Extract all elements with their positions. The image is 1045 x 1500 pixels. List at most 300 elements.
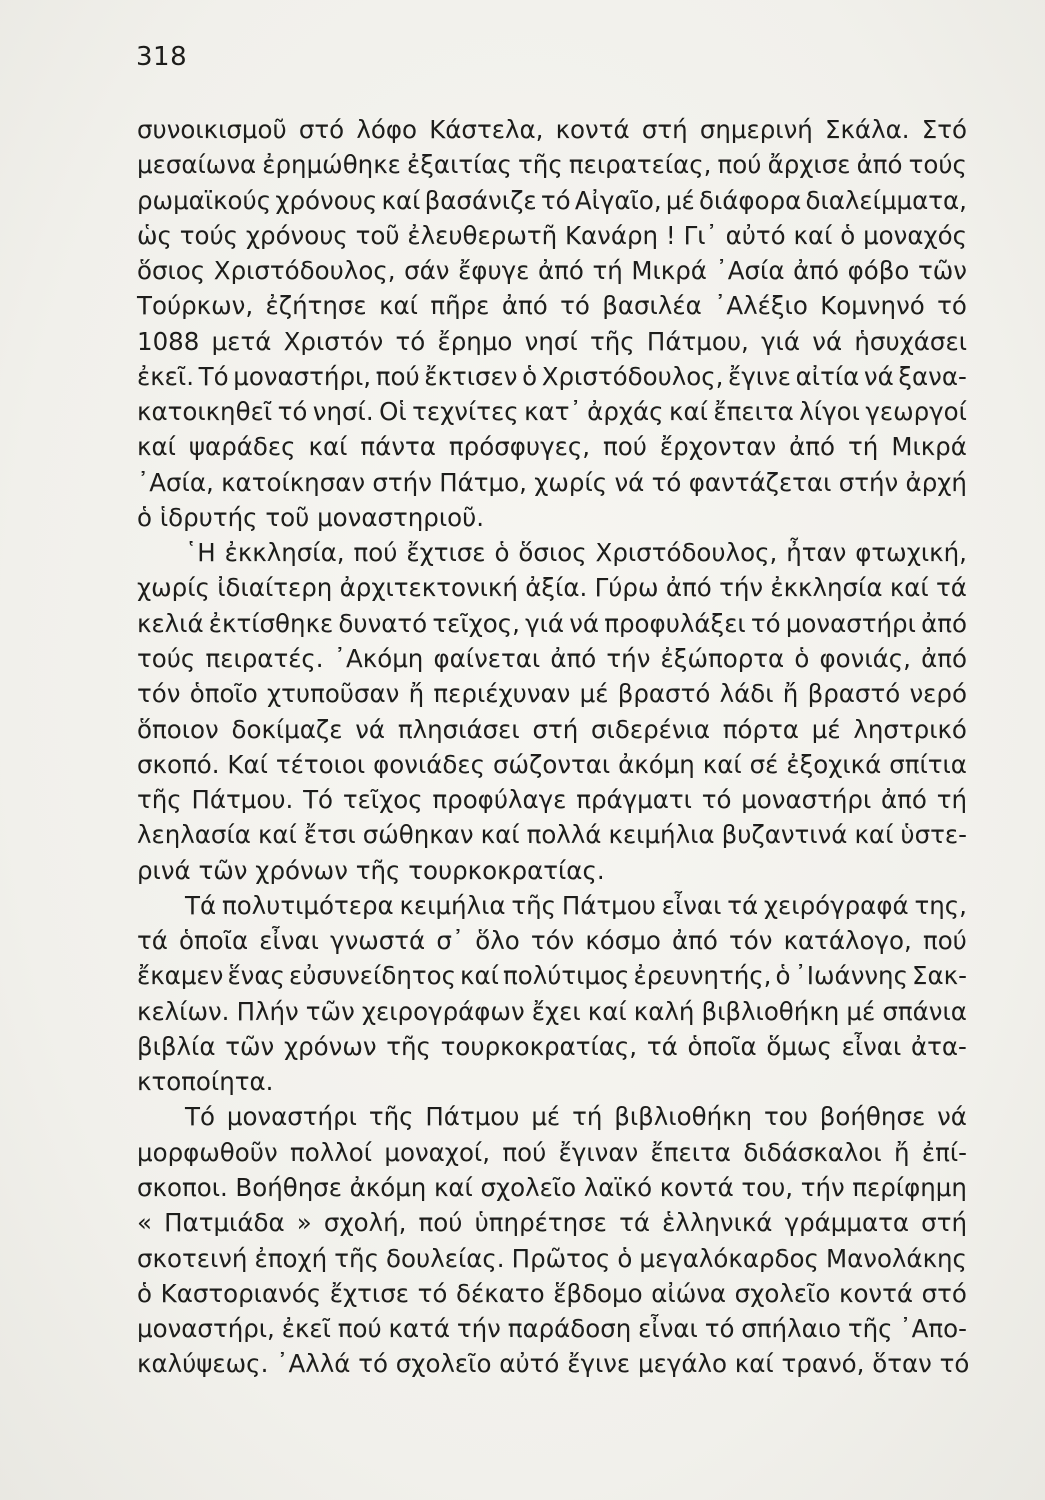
word: εἶναι bbox=[259, 926, 319, 956]
word: ὁ bbox=[794, 643, 810, 673]
word: τοῦ bbox=[265, 502, 310, 532]
word: κτοποίητα. bbox=[137, 1067, 274, 1097]
text-line bbox=[137, 570, 967, 605]
word: ἀπό bbox=[793, 256, 839, 286]
word: Καστοριανός bbox=[160, 1278, 322, 1308]
text-line bbox=[137, 1276, 967, 1311]
word: Πρῶτος bbox=[511, 1243, 611, 1273]
word: σχολεῖο bbox=[734, 1278, 831, 1308]
word: Πλήν bbox=[236, 996, 299, 1026]
text-line bbox=[137, 712, 967, 747]
word: βραστό bbox=[807, 679, 901, 709]
word: τό bbox=[704, 1314, 735, 1344]
word: ἀρχάς bbox=[587, 397, 664, 427]
word: Κανάρη bbox=[564, 220, 659, 250]
word: ᾿Απο- bbox=[899, 1314, 967, 1344]
word: τό bbox=[750, 608, 781, 638]
word: μορφωθοῦν bbox=[137, 1137, 278, 1167]
word: ἔχτισε bbox=[329, 1278, 409, 1308]
word: ἀπό bbox=[501, 291, 548, 321]
word: βυζαντινά bbox=[721, 820, 848, 850]
word: κοντά bbox=[659, 1172, 734, 1202]
word: χωρίς bbox=[534, 467, 608, 497]
word: πόρτα bbox=[722, 714, 799, 744]
word: τουρκοκρατίας, bbox=[440, 1031, 638, 1061]
word: τούς bbox=[908, 150, 967, 180]
word: αὐτό bbox=[725, 220, 786, 250]
word: νά bbox=[863, 361, 894, 391]
word: ἤ bbox=[408, 679, 425, 709]
word: ἔκαμεν bbox=[137, 961, 224, 991]
word: καί bbox=[854, 820, 894, 850]
word: ἀξία. bbox=[525, 573, 588, 603]
word: ᾿Ασία, bbox=[137, 467, 214, 497]
word: ἀπό bbox=[921, 608, 967, 638]
word: μοναχός bbox=[863, 220, 967, 250]
word: γνωστά bbox=[330, 926, 426, 956]
text-line bbox=[137, 606, 967, 641]
word: Μικρά bbox=[631, 256, 707, 286]
word: ὅμως bbox=[766, 1031, 832, 1061]
text-line bbox=[137, 500, 967, 535]
word: ξανα- bbox=[898, 361, 967, 391]
word: καί bbox=[308, 432, 348, 462]
word: βοήθησε bbox=[819, 1102, 926, 1132]
word: στήν bbox=[838, 467, 899, 497]
word: Τό bbox=[185, 1102, 215, 1132]
word: Κάστελα, bbox=[429, 115, 544, 144]
word: πολλά bbox=[526, 820, 602, 850]
word: καί bbox=[137, 432, 176, 462]
word: τῆς bbox=[368, 1102, 414, 1132]
word: ἀρχή bbox=[905, 467, 967, 497]
text-line bbox=[137, 394, 967, 429]
word: παράδοση bbox=[507, 1314, 632, 1344]
word: μοναστήρι, bbox=[233, 361, 372, 391]
word: Τούρκων, bbox=[137, 291, 254, 321]
text-line bbox=[137, 1064, 967, 1099]
word: τό bbox=[939, 1349, 970, 1379]
word: ἐξαιτίας bbox=[407, 150, 512, 180]
word: πού bbox=[922, 926, 967, 956]
word: σ᾿ bbox=[436, 926, 465, 956]
word: ρινά bbox=[137, 855, 191, 885]
word: ἱδρυτής bbox=[159, 502, 258, 532]
word: ἀπό bbox=[921, 643, 967, 673]
word: τά bbox=[646, 1031, 678, 1061]
word: προφυλάξει bbox=[604, 608, 746, 638]
word: Γύρω bbox=[594, 573, 659, 603]
word: μέ bbox=[531, 1102, 561, 1132]
word: ὅσιος bbox=[518, 538, 587, 568]
word: ὡς bbox=[137, 220, 172, 250]
word: σπήλαιο bbox=[741, 1314, 842, 1344]
word: στή bbox=[921, 1208, 967, 1238]
word: ρωμαϊκούς bbox=[137, 185, 272, 215]
word: σπίτια bbox=[889, 749, 967, 779]
word: πού bbox=[418, 1208, 463, 1238]
word: ὁποῖο bbox=[189, 679, 258, 709]
word: Καί bbox=[227, 749, 268, 779]
word: πού bbox=[502, 1137, 547, 1167]
body-text bbox=[137, 112, 970, 1382]
word: ἀκόμη bbox=[349, 1172, 427, 1202]
word: τουρκοκρατίας. bbox=[408, 855, 605, 885]
word: ἦταν bbox=[786, 538, 847, 568]
word: κοντά bbox=[839, 1278, 914, 1308]
word: ἀπό bbox=[550, 643, 597, 673]
word: πειρατείας, bbox=[568, 150, 712, 180]
text-line bbox=[137, 288, 967, 323]
word: ὅσιος bbox=[137, 256, 206, 286]
word: ὑπηρέτησε bbox=[474, 1208, 607, 1238]
text-line bbox=[137, 1205, 967, 1240]
word: Χριστόδουλος, bbox=[595, 538, 778, 568]
word: βασάνιζε bbox=[424, 185, 537, 215]
word: Πάτμου bbox=[425, 1102, 520, 1132]
word: πῆρε bbox=[430, 291, 490, 321]
text-line bbox=[137, 429, 967, 464]
word: προφύλαγε bbox=[432, 785, 567, 815]
word: μοναχοί, bbox=[384, 1137, 491, 1167]
word: ἔχει bbox=[531, 996, 581, 1026]
paragraph bbox=[137, 112, 967, 535]
text-line bbox=[137, 888, 967, 923]
word: κατά bbox=[388, 1314, 451, 1344]
word: τήν bbox=[719, 573, 764, 603]
text-line bbox=[137, 465, 967, 500]
word: χρόνους bbox=[275, 185, 378, 215]
word: Χριστόδουλος, bbox=[541, 361, 724, 391]
word: ὁποῖα bbox=[687, 1031, 757, 1061]
word: κελιά bbox=[137, 608, 204, 638]
word: της, bbox=[914, 890, 967, 920]
word: βιβλιοθήκη bbox=[614, 1102, 753, 1132]
text-line bbox=[137, 147, 967, 182]
word: ἄρχισε bbox=[767, 150, 851, 180]
word: ἐποχή bbox=[254, 1243, 328, 1273]
word: νά bbox=[937, 1102, 967, 1132]
word: σκοποι. bbox=[137, 1172, 228, 1202]
word: συνοικισμοῦ bbox=[137, 115, 287, 144]
word: Πάτμου. bbox=[191, 785, 294, 815]
word: περίφημη bbox=[852, 1172, 967, 1202]
word: καί bbox=[460, 961, 499, 991]
text-line bbox=[137, 183, 967, 218]
word: λεηλασία bbox=[137, 820, 251, 850]
word: ἔτσι bbox=[303, 820, 356, 850]
word: ὅταν bbox=[872, 1349, 932, 1379]
text-line bbox=[137, 747, 967, 782]
word: αἰτία bbox=[795, 361, 860, 391]
word: ληστρικό bbox=[853, 714, 967, 744]
word: ἐκτίσθηκε bbox=[208, 608, 334, 638]
word: ὁ bbox=[494, 538, 510, 568]
word: ὑστε- bbox=[900, 820, 967, 850]
word: καί bbox=[702, 749, 742, 779]
word: ᾿Ασία bbox=[715, 256, 785, 286]
word: ᾿Ιωάννης bbox=[794, 961, 908, 991]
word: Σκάλα. bbox=[825, 115, 910, 144]
word: περιέχυναν bbox=[433, 679, 571, 709]
word: Σακ- bbox=[912, 961, 967, 991]
word: καί bbox=[587, 996, 627, 1026]
word: τῆς bbox=[589, 326, 635, 356]
word: εἶναι bbox=[661, 890, 722, 920]
word: στό bbox=[921, 1278, 967, 1308]
word: Χριστόν bbox=[283, 326, 384, 356]
word: χρόνους bbox=[245, 220, 348, 250]
text-line bbox=[137, 324, 967, 359]
word: σώθηκαν bbox=[362, 820, 474, 850]
text-line bbox=[137, 994, 967, 1029]
word: ᾿Αλέξιο bbox=[714, 291, 808, 321]
word: τά bbox=[619, 1208, 650, 1238]
word: στή bbox=[641, 115, 688, 144]
word: ἔκτισεν bbox=[424, 361, 518, 391]
word: ὁ bbox=[137, 1278, 152, 1308]
word: τό bbox=[358, 1349, 388, 1379]
word: τά bbox=[727, 890, 759, 920]
word: Οἱ bbox=[379, 397, 407, 427]
word: κειμήλια bbox=[399, 890, 506, 920]
word: ἤ bbox=[782, 679, 799, 709]
word: τεῖχος bbox=[342, 785, 423, 815]
word: ἐκεῖ. bbox=[137, 361, 195, 391]
word: τούς bbox=[179, 220, 239, 250]
word: ἀπό bbox=[789, 432, 836, 462]
word: εἶναι bbox=[638, 1314, 698, 1344]
word: πολυτιμότερα bbox=[221, 890, 394, 920]
word: Πατμιάδα bbox=[164, 1208, 285, 1238]
word: βιβλία bbox=[137, 1031, 216, 1061]
word: μοναστήρι bbox=[226, 1102, 357, 1132]
word: καί bbox=[480, 820, 520, 850]
word: καλύψεως. bbox=[137, 1349, 269, 1379]
word: τό bbox=[937, 291, 967, 321]
word: δουλείας. bbox=[386, 1243, 505, 1273]
word: κατοικηθεῖ bbox=[137, 397, 273, 427]
word: καί bbox=[433, 1172, 473, 1202]
word: ᾿Αλλά bbox=[276, 1349, 351, 1379]
word: ἡσυχάσει bbox=[854, 326, 967, 356]
word: μοναστήρι bbox=[741, 785, 872, 815]
word: σέ bbox=[749, 749, 779, 779]
word: αὐτό bbox=[499, 1349, 560, 1379]
word: διαλείμματα, bbox=[805, 185, 967, 215]
word: 1088 bbox=[137, 326, 200, 356]
word: σιδερένια bbox=[591, 714, 710, 744]
word: ἐκεῖ bbox=[281, 1314, 331, 1344]
word: στή bbox=[532, 714, 579, 744]
word: ὁ bbox=[137, 502, 152, 532]
word: τή bbox=[848, 432, 879, 462]
word: τό bbox=[277, 397, 308, 427]
word: ἤ bbox=[893, 1137, 910, 1167]
word: ἀπό bbox=[881, 785, 927, 815]
word: μοναστήρι bbox=[785, 608, 916, 638]
word: γράμματα bbox=[784, 1208, 910, 1238]
word: βασιλέα bbox=[602, 291, 702, 321]
text-line bbox=[137, 359, 967, 394]
word: στό bbox=[298, 115, 345, 144]
word: διδάσκαλοι bbox=[743, 1137, 882, 1167]
word: λίγοι bbox=[799, 397, 860, 427]
word: τό bbox=[417, 1278, 448, 1308]
word: ἔγιναν bbox=[558, 1137, 639, 1167]
text-line bbox=[137, 253, 967, 288]
word: τά bbox=[137, 926, 168, 956]
word: κοντά bbox=[555, 115, 630, 144]
text-line bbox=[137, 1135, 967, 1170]
word: τῆς bbox=[386, 1031, 431, 1061]
word: ὁ bbox=[840, 220, 856, 250]
word: πού bbox=[337, 1314, 382, 1344]
word: μοναστηριοῦ. bbox=[317, 502, 485, 532]
word: τόν bbox=[729, 926, 773, 956]
word: σχολεῖο bbox=[480, 1172, 577, 1202]
paragraph bbox=[137, 888, 967, 1100]
word: ὁ bbox=[617, 1243, 633, 1273]
text-line bbox=[137, 782, 967, 817]
word: ὁ bbox=[775, 961, 791, 991]
word: καί bbox=[379, 291, 418, 321]
word: πειρατές. bbox=[205, 643, 324, 673]
text-line bbox=[137, 1346, 970, 1381]
word: ψαράδες bbox=[188, 432, 296, 462]
word: αἰώνα bbox=[651, 1278, 727, 1308]
word: πού bbox=[603, 432, 647, 462]
word: χρόνων bbox=[255, 855, 348, 885]
word: μεσαίωνα bbox=[137, 150, 257, 180]
text-line bbox=[137, 676, 967, 711]
word: τῆς bbox=[511, 890, 556, 920]
word: ἔγινε bbox=[728, 361, 792, 391]
word: σκοτεινή bbox=[137, 1243, 248, 1273]
word: κατ᾿ bbox=[524, 397, 582, 427]
word: ὅποιον bbox=[137, 714, 219, 744]
text-line bbox=[137, 1029, 967, 1064]
word: ἐκκλησία, bbox=[224, 538, 345, 568]
word: νά bbox=[614, 467, 645, 497]
word: πού bbox=[353, 538, 398, 568]
text-line bbox=[137, 1311, 967, 1346]
word: Κομνηνό bbox=[820, 291, 925, 321]
word: στήν bbox=[372, 467, 432, 497]
text-line bbox=[137, 923, 967, 958]
word: τή bbox=[936, 785, 967, 815]
word: χειρόγραφά bbox=[763, 890, 909, 920]
word: Αἰγαῖο, bbox=[574, 185, 662, 215]
word: ἐλευθερωτῆ bbox=[407, 220, 558, 250]
word: τῆς bbox=[355, 855, 401, 885]
word: σάν bbox=[404, 256, 450, 286]
word: » bbox=[296, 1208, 312, 1238]
word: δυνατό bbox=[338, 608, 428, 638]
word: φόβο bbox=[847, 256, 910, 286]
word: φαίνεται bbox=[433, 643, 541, 673]
word: του, bbox=[741, 1172, 794, 1202]
word: τῶν bbox=[305, 996, 355, 1026]
word: τήν bbox=[800, 1172, 845, 1202]
word: ὁ bbox=[522, 361, 538, 391]
word: τό bbox=[560, 291, 590, 321]
word: τό bbox=[651, 467, 682, 497]
word: ἀτα- bbox=[910, 1031, 967, 1061]
word: ἀπό bbox=[665, 573, 712, 603]
word: εὐσυνείδητος bbox=[288, 961, 456, 991]
word: ἔφυγε bbox=[458, 256, 530, 286]
text-line bbox=[137, 958, 967, 993]
word: ἐζήτησε bbox=[265, 291, 367, 321]
word: ῾Η bbox=[185, 538, 216, 568]
word: κατάλογο, bbox=[783, 926, 912, 956]
word: μέ bbox=[846, 996, 876, 1026]
word: τεχνίτες bbox=[412, 397, 519, 427]
word: ἔρχονταν bbox=[659, 432, 777, 462]
word: Βοήθησε bbox=[235, 1172, 343, 1202]
word: ἔγινε bbox=[567, 1349, 631, 1379]
word: χτυποῦσαν bbox=[266, 679, 400, 709]
word: πού bbox=[717, 150, 762, 180]
word: τόν bbox=[137, 679, 181, 709]
word: σκοπό. bbox=[137, 749, 220, 779]
word: πολύτιμος bbox=[503, 961, 630, 991]
word: νησί bbox=[524, 326, 578, 356]
word: Τά bbox=[185, 890, 217, 920]
word: καί bbox=[793, 220, 833, 250]
word: φονιάδες bbox=[373, 749, 486, 779]
word: μετά bbox=[211, 326, 272, 356]
word: μεγαλόκαρδος bbox=[639, 1243, 819, 1273]
word: διάφορα bbox=[698, 185, 802, 215]
word: τεῖχος, bbox=[432, 608, 520, 638]
word: δοκίμαζε bbox=[231, 714, 343, 744]
paragraph bbox=[137, 535, 967, 888]
word: τόν bbox=[530, 926, 575, 956]
word: κειμήλια bbox=[608, 820, 715, 850]
text-line bbox=[137, 1170, 967, 1205]
word: μοναστήρι, bbox=[137, 1314, 275, 1344]
word: σχολεῖο bbox=[395, 1349, 492, 1379]
word: μέ bbox=[579, 679, 609, 709]
word: καί bbox=[734, 1349, 774, 1379]
word: Στό bbox=[921, 115, 967, 144]
word: μεγάλο bbox=[638, 1349, 727, 1379]
word: δέκατο bbox=[456, 1278, 545, 1308]
word: λαϊκό bbox=[583, 1172, 653, 1202]
word: ! bbox=[665, 220, 676, 250]
word: φονιάς, bbox=[819, 643, 911, 673]
word: ἀπό bbox=[856, 150, 903, 180]
word: Τό bbox=[303, 785, 334, 815]
word: ἕβδομο bbox=[553, 1278, 643, 1308]
word: ἀκόμη bbox=[618, 749, 695, 779]
word: σημερινή bbox=[699, 115, 813, 144]
text-line bbox=[137, 218, 967, 253]
text-line bbox=[137, 641, 967, 676]
word: του bbox=[763, 1102, 808, 1132]
word: τῆς bbox=[847, 1314, 893, 1344]
word: τῆς bbox=[137, 785, 182, 815]
word: Μικρά bbox=[891, 432, 967, 462]
word: νερό bbox=[909, 679, 967, 709]
word: σπάνια bbox=[882, 996, 967, 1026]
page-number: 318 bbox=[136, 42, 188, 72]
word: φαντάζεται bbox=[688, 467, 832, 497]
word: Χριστόδουλος, bbox=[213, 256, 396, 286]
word: καί bbox=[257, 820, 297, 850]
